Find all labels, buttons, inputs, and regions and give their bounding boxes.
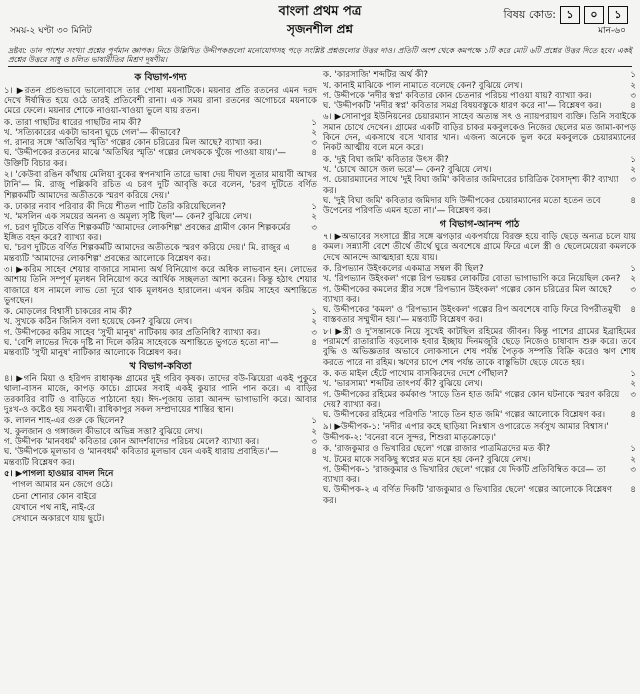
section-title: ক বিভাগ-গদ্য xyxy=(134,72,187,84)
question-6 xyxy=(323,112,636,216)
sub-question-text: খ. টমের মাকে সবকিছু স্বপ্নের মত মনে হয় কেন? বুঝিয়ে লেখ। xyxy=(323,454,531,465)
sub-question-text: ক. মোড়লের বিশ্বাসী চাকরের নাম কী? xyxy=(4,307,133,318)
sub-question-mark: ২ xyxy=(630,379,636,390)
sub-question-text: ঘ. উদ্দীপকের 'কমল' ও 'রিপভ্যান উইংকল' গল্পের রিপ অবশেষে বাড়ি ফিরে বিপরীতমুখী বাস্তবতার সম্মুখীন হয়।'— মন্তব্যটি বিশ্লেষণ কর। xyxy=(323,305,621,326)
exam-time: সময়-২ ঘণ্টা ৩০ মিনিট xyxy=(10,26,92,36)
sub-question xyxy=(323,305,636,326)
sub-question-text: ক. তারা গাছটির ধারের গাছটির নাম কী? xyxy=(4,117,142,128)
right-column xyxy=(323,70,636,525)
sub-question xyxy=(4,427,317,437)
sub-question-mark: ৪ xyxy=(311,447,317,458)
poem-line: চেনা শোনার কোন বাইরে xyxy=(12,491,97,502)
sub-question-mark: ২ xyxy=(630,274,636,285)
sub-question-mark: ২ xyxy=(311,426,317,437)
question-stem: ৪। ▶গনি মিয়া ও হরিপদ রাধাকৃষ্ণ গ্রামের দুই গরিব কৃষক। তাদের বউ-ঝিয়েরা একই পুকুরে থালা-বাসন মাজে, কাপড় কাচে। গ্রামের সবাই একই কুয়ার পানি পান করে। এ বাড়ির তরকারির বাটি ও বাড়িতে পাঠানো হয়। ঈদ-পূজায় তারা আনন্দ ভাগাভাগি করে। আবার দুঃখ-ও কষ্টেও হয় সমব্যথী। রাধিকাপুর সকল সম্প্রদায়ের শান্তির স্থান। xyxy=(4,374,317,416)
sub-question-mark: ৩ xyxy=(630,389,636,400)
left-column xyxy=(4,70,317,525)
poem-line: পাগল আমার মন জেগে ওঠে। xyxy=(12,480,113,491)
sub-question-mark: ৪ xyxy=(311,148,317,159)
sub-question-mark: ৩ xyxy=(630,175,636,186)
sub-question-mark: ৪ xyxy=(630,485,636,496)
sub-question xyxy=(323,369,636,379)
sub-question-text: খ. 'চোখে আসে জল ভরে'— কেন? বুঝিয়ে লেখ। xyxy=(323,165,492,176)
sub-question xyxy=(323,444,636,454)
sub-question-mark: ৪ xyxy=(630,101,636,112)
sub-question-text: গ. উদ্দীপক-১ 'রাজকুমার ও ভিখারির ছেলে' গল্পের যে দিকটি প্রতিবিম্বিত করে— তা ব্যাখ্যা কর। xyxy=(323,464,606,486)
subject-code-digit: ০ xyxy=(584,6,604,24)
total-marks: মান-৬০ xyxy=(598,26,626,36)
question-1 xyxy=(4,86,317,170)
exam-page xyxy=(4,4,636,686)
sub-question-mark: ১ xyxy=(630,154,636,165)
sub-question-text: গ. উদ্দীপকের রহিমের কর্মকাণ্ড 'সাড়ে তিন হাত জমি' গল্পের কোন ঘটনাকে স্মরণ করিয়ে দেয়? ব্যাখ্যা কর। xyxy=(323,389,620,410)
sub-question xyxy=(323,455,636,465)
sub-question-text: ক. ঢাকার নবাব পরিবার কী দিয়ে শীতল পাটি তৈরি করিয়েছিলেন? xyxy=(4,202,226,213)
question-stem: ১। ▶রতন প্রচণ্ডভাবে ভালোবাসে তার পোষা ময়নাটিকে। ময়নার প্রতি রতনের এমন দরদ দেখে ঈর্ষান্বিত হয়ে ওঠে তারই প্রতিবেশী রানা। এক সময় রানা রতনের অগোচরে ময়নাকে মেরে ফেলে। ময়নার শোকে নাওয়া-খাওয়া ভুলে যায় রতন। xyxy=(4,85,317,117)
question-2 xyxy=(4,170,317,264)
sub-question-text: ঘ. 'দুই বিঘা জমি' কবিতার জমিদার যদি উদ্দীপকের চেয়ারম্যানের মতো হতেন তবে উপেনের পরিণতি এমন হতো না।'— বিশ্লেষণ কর। xyxy=(323,195,601,217)
sub-question-text: ঘ. উদ্দীপক-২ এ বর্ণিত দিকটি 'রাজকুমার ও ভিখারির ছেলে' গল্পের আলোকে বিশ্লেষণ কর। xyxy=(323,485,613,506)
sub-question-mark: ৩ xyxy=(630,90,636,101)
sub-question xyxy=(4,328,317,338)
sub-question-mark: ১ xyxy=(630,369,636,380)
question-stem-2: উদ্দীপক-২: 'বনেরা বনে সুন্দর, শিশুরা মাতৃক্রোড়ে।' xyxy=(323,432,496,443)
sub-question-text: খ. কানাই মাঝিকে পাল নামাতে বলেছে কেন? বুঝিয়ে লেখ। xyxy=(323,80,523,91)
sub-question-mark: ৩ xyxy=(630,284,636,295)
sub-question-mark: ২ xyxy=(311,317,317,328)
sub-question-mark: ২ xyxy=(311,212,317,223)
instructions: দ্রষ্টব্য: ডান পাশের সংখ্যা প্রশ্নের পূর্ণমান জ্ঞাপক। নিচে উল্লিখিত উদ্দীপকগুলো মনোযোগসহ পড়ে সংশ্লিষ্ট প্রশ্নগুলোর উত্তর দাও। প্রতিটি অংশ থেকে কমপক্ষে ১টি করে মোট ৬টি প্রশ্নের উত্তর দিতে হবে। একই প্রশ্নের উত্তরে সাধু ও চলিত ভাষারীতির মিশ্রণ দূষণীয়। xyxy=(8,46,632,67)
sub-question-mark: ১ xyxy=(630,263,636,274)
sub-question-text: গ. উদ্দীপকের করিম সাহেব 'সুখী মানুষ' নাটিকায় কার প্রতিনিধি? ব্যাখ্যা কর। xyxy=(4,327,261,338)
sub-question-text: গ. উদ্দীপক 'মানবধর্ম' কবিতার কোন আদর্শবাদের পরিচয় মেলে? ব্যাখ্যা কর। xyxy=(4,437,260,447)
sub-question xyxy=(4,148,317,169)
sub-question xyxy=(323,390,636,411)
sub-question xyxy=(4,212,317,222)
sub-question-text: খ. কুলজান ও গঙ্গাজল কীভাবে অভিন্ন সত্তা? বুঝিয়ে লেখ। xyxy=(4,426,203,437)
poem-line: যেখানে পথ নাই, নাই-রে xyxy=(12,502,95,513)
sub-question-text: ক. রিপভ্যান উইংকলের একমাত্র সম্বল কী ছিল? xyxy=(323,263,484,274)
sub-question-mark: ২ xyxy=(311,127,317,138)
sub-question-text: ঘ. 'বেশি লাভের দিকে দৃষ্টি না দিলে করিম সাহেবকে অশান্তিতে ভুগতে হতো না'— মন্তব্যটি 'সুখী মানুষ' নাটিকার আলোকে বিশ্লেষণ কর। xyxy=(4,338,279,359)
sub-question-mark: ১ xyxy=(311,202,317,213)
sub-question-text: খ. 'মসলিন এক সময়ের অনন্য ও অমূল্য সৃষ্টি ছিল'— কেন? বুঝিয়ে লেখ। xyxy=(4,212,252,223)
sub-question-mark: ৪ xyxy=(311,338,317,349)
sub-question xyxy=(323,285,636,306)
sub-question xyxy=(4,307,317,317)
sub-question xyxy=(323,101,636,111)
sub-question-text: খ. 'সত্যিকারের একটা ভাবনা ঘুচে গেল'— কীভাবে? xyxy=(4,127,181,138)
sub-question-mark: ৪ xyxy=(630,305,636,316)
question-stem: ৫। ▶পাগলা হাওয়ার বাদল দিনে xyxy=(4,468,114,479)
sub-question xyxy=(4,128,317,138)
sub-question xyxy=(323,379,636,389)
sub-question-text: গ. রানার সঙ্গে 'অতিথির স্মৃতি' গল্পের কোন চরিত্রের মিল আছে? ব্যাখ্যা কর। xyxy=(4,138,262,149)
sub-question-text: ঘ. উদ্দীপকের রহিমের পরিণতি 'সাড়ে তিন হাত জমি' গল্পের আলোকে বিশ্লেষণ কর। xyxy=(323,410,606,421)
sub-question xyxy=(323,410,636,420)
sub-question xyxy=(4,223,317,244)
sub-question xyxy=(323,70,636,80)
sub-question-mark: ২ xyxy=(630,165,636,176)
sub-question-text: ক. 'কারসাজি' শব্দটির অর্থ কী? xyxy=(323,70,428,81)
sub-question-text: খ. সুখকে কঠিন জিনিস বলা হয়েছে কেন? বুঝিয়ে লেখ। xyxy=(4,317,193,328)
sub-question-text: ক. কত মাইল হেঁটে পাখোম বাসকিরদের দেশে পৌঁছাল? xyxy=(323,369,509,380)
set-title: সৃজনশীল প্রশ্ন xyxy=(287,22,353,36)
sub-question-mark: ৪ xyxy=(311,243,317,254)
sub-question xyxy=(323,81,636,91)
sub-question-mark: ২ xyxy=(630,454,636,465)
sub-question-mark: ১ xyxy=(311,117,317,128)
question-7 xyxy=(323,232,636,326)
sub-question-mark: ৩ xyxy=(311,222,317,233)
sub-question-text: খ. 'ভারসাম্য' শব্দটির তাৎপর্য কী? বুঝিয়ে লেখ। xyxy=(323,379,483,390)
question-8 xyxy=(323,327,636,421)
sub-question-mark: ৪ xyxy=(630,410,636,421)
question-stem: ৯। ▶উদ্দীপক-১: 'নদীর এপার কহে ছাড়িয়া নিঃশ্বাস ওপারেতে সর্বসুখ আমার বিশ্বাস।' xyxy=(323,421,609,432)
sub-question xyxy=(4,447,317,468)
sub-question xyxy=(4,118,317,128)
sub-question-mark: ৩ xyxy=(311,327,317,338)
sub-question-text: গ. উদ্দীপকে 'নদীর স্বপ্ন' কবিতার কোন চেতনার পরিচয় পাওয়া যায়? ব্যাখ্যা কর। xyxy=(323,90,592,101)
sub-question-text: ঘ. 'উদ্দীপকটি 'নদীর স্বপ্ন' কবিতার সমগ্র বিষয়বস্তুকে ধারণ করে না'— বিশ্লেষণ কর। xyxy=(323,101,602,112)
sub-question-mark: ১ xyxy=(311,416,317,427)
sub-question xyxy=(323,465,636,486)
paper-title: বাংলা প্রথম পত্র xyxy=(278,4,362,19)
sub-question-text: ঘ. 'চরণ দুটিতে বর্ণিত শিল্পকর্মটি আমাদের অতীতকে স্মরণ করিয়ে দেয়।' মি. রাজুর এ মন্তব্যটি 'আমাদের লোকশিল্প' প্রবন্ধের আলোকে বিশ্লেষণ কর। xyxy=(4,243,291,264)
sub-question xyxy=(323,91,636,101)
sub-question xyxy=(4,416,317,426)
sub-question xyxy=(4,202,317,212)
section-title: খ বিভাগ-কবিতা xyxy=(129,360,192,372)
question-9 xyxy=(323,422,636,507)
sub-question-mark: ৩ xyxy=(630,464,636,475)
sub-question-text: খ. 'রিপভ্যান উইংকল' গল্পে রিপ ভয়ঙ্কর লোকটির বোতা ভাগাভাগি করে নিয়েছিল কেন? xyxy=(323,274,621,285)
sub-question-mark: ৩ xyxy=(311,437,317,447)
sub-question-text: ঘ. 'উদ্দীপকের রতনের মাঝে 'অতিথির স্মৃতি' গল্পের লেখককে খুঁজে পাওয়া যায়।'— উক্তিটি বিচার কর। xyxy=(4,148,286,169)
sub-question-mark: ৪ xyxy=(630,195,636,206)
question-4 xyxy=(4,374,317,468)
sub-question-text: ক. 'দুই বিঘা জমি' কবিতার উৎস কী? xyxy=(323,154,449,165)
question-stem: ৭। ▶অভাবের সংসারে স্ত্রীর সঙ্গে ঝগড়ার একপর্যায়ে বিরক্ত হয়ে বাড়ি ছেড়ে অন্যত্র চলে যায় কমল। সন্ন্যাসী বেশে তীর্থে তীর্থে ঘুরে অবশেষে গ্রামে ফিরে এলে স্ত্রী ও ছেলেমেয়েরা কমলকে দেখে আনন্দে আত্মহারা হয়ে যায়। xyxy=(323,231,636,263)
sub-question-text: ক. লালন শাহ-এর গুরু কে ছিলেন? xyxy=(4,416,125,427)
section-title: গ বিভাগ-আনন্দ পাঠ xyxy=(439,218,520,230)
poem-line: সেখানে অকারণে যায় ছুটে। xyxy=(12,514,105,525)
sub-question-mark: ১ xyxy=(630,444,636,455)
sub-question xyxy=(323,196,636,217)
sub-question xyxy=(323,175,636,196)
sub-question xyxy=(4,138,317,148)
sub-question-mark: ১ xyxy=(630,70,636,81)
question-stem: ২। 'কেউবা রঙিন কাঁথায় মেলিয়া বুকের স্বপনখানি তারে ভাষা দেয় দীঘল সুতার মায়াবী আখর টানি'— মি. রাজু পল্লিকবি রচিত এ চরণ দুটি আবৃত্তি করে বলেন, 'চরণ দুটিতে বর্ণিত শিল্পকর্মটি আমাদের অতীতকে স্মরণ করিয়ে দেয়।' xyxy=(4,170,317,201)
sub-question-text: ঘ. 'উদ্দীপকে মূলভাব ও 'মানবধর্ম' কবিতার মূলভাব যেন একই ধারায় প্রবাহিত।'— মন্তব্যটি বিশ্লেষণ কর। xyxy=(4,447,279,468)
question-5 xyxy=(4,469,317,525)
exam-header xyxy=(4,4,636,44)
sub-question xyxy=(4,317,317,327)
sub-question xyxy=(323,274,636,284)
subject-code-digit: ১ xyxy=(560,6,580,24)
sub-question xyxy=(323,485,636,506)
sub-question-text: গ. চেয়ারম্যানের সাথে 'দুই বিঘা জমি' কবিতার জমিদারের চারিত্রিক বৈসাদৃশ্য কী? ব্যাখ্যা কর। xyxy=(323,175,619,196)
question-stem: ৬। ▶সোনাপুর ইউনিয়নের চেয়ারম্যান সাহেব অত্যন্ত সৎ ও ন্যায়পরায়ণ ব্যক্তি। তিনি সবাইকে সমান চোখে দেখেন। গ্রামের একটি বাড়ির চাকর মকবুলকেও নিজের ছেলের মত জামা-কাপড় কিনে দেন, একসাথে বসে খাবার খান। এজন্য অনেকে ভুল করে মকবুলকে চেয়ারম্যানের নিকট আত্মীয় বলে মনে করে। xyxy=(323,112,636,154)
sub-question xyxy=(4,338,317,359)
sub-question-mark: ১ xyxy=(311,307,317,318)
sub-question-mark: ৩ xyxy=(311,138,317,149)
question-stem: ৩। ▶করিম সাহেব শেয়ার বাজারে সামান্য অর্থ বিনিয়োগ করে অধিক লাভবান হন। লোভের আশায় তিনি সম্পূর্ণ মূলধন বিনিয়োগ করে আর্থিক সচ্ছলতা আশা করেন। কিন্তু হঠাৎ শেয়ার বাজারে ধস নামলে লাভ তো দূরে থাক মূলধনও হারালেন। এখন করিম সাহেব অশান্তিতে ভুগছেন। xyxy=(4,264,317,306)
sub-question-mark: ২ xyxy=(630,80,636,91)
sub-question xyxy=(323,165,636,175)
sub-question-text: গ. উদ্দীপকের কমলের স্ত্রীর সঙ্গে 'রিপভ্যান উইংকল' গল্পের কোন চরিত্রের মিল আছে? ব্যাখ্যা কর। xyxy=(323,284,613,305)
question-3 xyxy=(4,265,317,359)
sub-question xyxy=(4,243,317,264)
sub-question xyxy=(4,437,317,447)
subject-code-digit: ১ xyxy=(608,6,628,24)
sub-question-text: গ. চরণ দুটিতে বর্ণিত শিল্পকর্মটি 'আমাদের লোকশিল্প' প্রবন্ধের গ্রামীণ কোন শিল্পকর্মের ইঙ্গিত বহন করে? ব্যাখ্যা কর। xyxy=(4,222,291,243)
sub-question xyxy=(323,155,636,165)
question-stem: ৮। ▶স্ত্রী ও দু'সন্তানকে নিয়ে সুখেই কাটছিল রহিমের জীবন। কিন্তু পাশের গ্রামের ইব্রাহিমের পরামর্শে রাতারাতি বড়লোক হবার ইচ্ছায় দিনমজুরি ছেড়ে নিজেও চাষাবাদ শুরু করে। তবে বুদ্ধি ও অভিজ্ঞতার অভাবে লোকসানে শেষ পর্যন্ত পৈতৃক সম্পত্তি বিক্রি করেও ঋণ শোধ করতে পারে না রহিম। ঋণের চাপে শেষ পর্যন্ত তাকে বাস্তুভিটা ছেড়ে যেতে হয়। xyxy=(323,326,636,368)
sub-question-text: ক. 'রাজকুমার ও ভিখারির ছেলে' গল্পে রাজার পাত্রমিত্রদের মত কী? xyxy=(323,444,551,455)
question-5-parts xyxy=(323,70,636,111)
sub-question xyxy=(323,264,636,274)
subject-code-label: বিষয় কোড: xyxy=(503,8,556,22)
